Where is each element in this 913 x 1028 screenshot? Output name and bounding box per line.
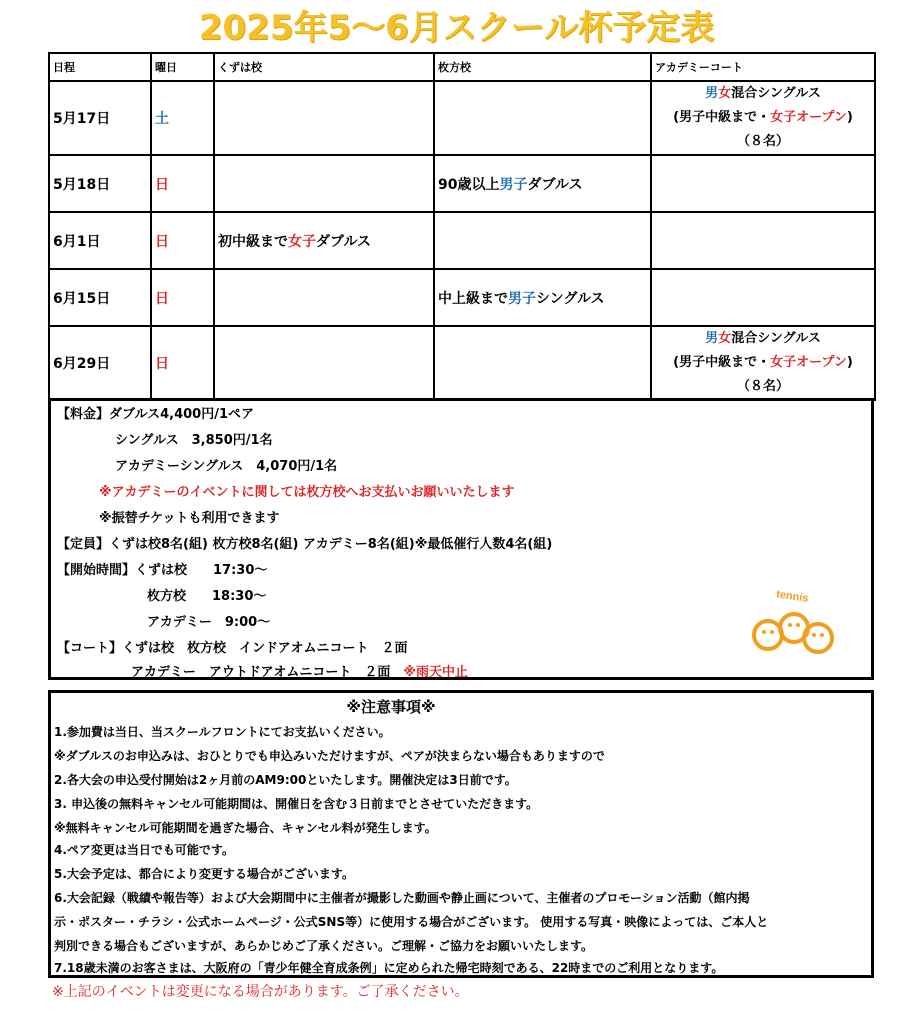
row-kuzuha xyxy=(214,326,434,400)
row-hirakata xyxy=(434,212,651,269)
logo-tennis-text: tennis xyxy=(775,588,810,605)
court-indoor: 【コート】くずは校 枚方校 インドアオムニコート ２面 xyxy=(57,641,408,656)
row-day: 日 xyxy=(151,269,214,326)
event-female: 女 xyxy=(718,86,732,101)
event-cond-a: 90歳以上 xyxy=(438,176,500,193)
header-kuzuha: くずは校 xyxy=(214,53,434,81)
note-line: 5.大会予定は、都合により変更する場合がございます。 xyxy=(54,867,354,881)
fee-singles: シングルス 3,850円/1名 xyxy=(115,433,273,448)
event-cond-b: 女子オープン xyxy=(770,110,847,125)
logo-eye-1 xyxy=(762,630,766,634)
event-cond-a: (男子中級まで・ xyxy=(673,355,771,370)
note-line: 判別できる場合もございますが、あらかじめご了承ください。ご理解・ご協力をお願いいたします。 xyxy=(54,939,594,953)
event-capacity: （８名） xyxy=(736,379,789,394)
row-day: 日 xyxy=(151,326,214,400)
egg-tennis-logo-icon xyxy=(748,585,838,665)
row-academy xyxy=(651,269,875,326)
rain-cancel-note: ※雨天中止 xyxy=(403,665,468,680)
row-day: 日 xyxy=(151,212,214,269)
row-day: 日 xyxy=(151,155,214,212)
row-academy xyxy=(651,212,875,269)
note-line: ※ダブルスのお申込みは、おひとりでも申込みいただけますが、ペアが決まらない場合もありますので xyxy=(54,749,605,763)
row-hirakata xyxy=(434,155,651,212)
row-kuzuha xyxy=(214,155,434,212)
capacity-line: 【定員】くずは校8名(組) 枚方校8名(組) アカデミー8名(組)※最低催行人数4名(組) xyxy=(57,537,553,552)
logo-eye-4 xyxy=(796,623,800,627)
table-row xyxy=(49,81,875,155)
row-kuzuha xyxy=(214,269,434,326)
note-line: 1.参加費は当日、当スクールフロントにてお支払いください。 xyxy=(54,725,391,739)
row-date: 5月18日 xyxy=(49,155,151,212)
event-cond-a: (男子中級まで・ xyxy=(673,110,771,125)
header-academy: アカデミーコート xyxy=(651,53,875,81)
fee-ticket-note: ※振替チケットも利用できます xyxy=(99,511,280,526)
logo-word: egg xyxy=(748,585,750,586)
fee-academy-singles: アカデミーシングルス 4,070円/1名 xyxy=(115,459,338,474)
event-cond-a: 初中級まで xyxy=(218,233,288,250)
event-cond-c: ) xyxy=(846,355,853,370)
event-name: 混合シングルス xyxy=(731,86,821,101)
table-row xyxy=(49,326,875,400)
note-line: 7.18歳未満のお客さまは、大阪府の「青少年健全育成条例」に定められた帰宅時刻である、22時までのご利用となります。 xyxy=(54,961,724,975)
event-male: 男 xyxy=(705,86,719,101)
table-row xyxy=(49,212,875,269)
row-date: 6月1日 xyxy=(49,212,151,269)
fee-doubles: 【料金】ダブルス4,400円/1ペア xyxy=(57,407,255,422)
row-kuzuha xyxy=(214,81,434,155)
row-hirakata xyxy=(434,326,651,400)
start-time-hirakata: 枚方校 18:30～ xyxy=(147,589,267,604)
notes-box xyxy=(48,690,874,978)
event-cond-a: 中上級まで xyxy=(438,290,508,307)
row-date: 6月15日 xyxy=(49,269,151,326)
note-line: 3. 申込後の無料キャンセル可能期間は、開催日を含む３日前までとさせていただきます。 xyxy=(54,797,539,811)
schedule-table xyxy=(48,52,876,401)
logo-eye-6 xyxy=(820,633,824,637)
event-name: 混合シングルス xyxy=(731,331,821,346)
event-capacity: （８名） xyxy=(736,134,789,149)
event-male: 男 xyxy=(705,331,719,346)
court-outdoor-text: アカデミー アウトドアオムニコート ２面 xyxy=(131,665,404,680)
page-title: 2025年5～6月スクール杯予定表 xyxy=(198,8,715,48)
row-academy xyxy=(651,155,875,212)
row-hirakata xyxy=(434,269,651,326)
note-line: ※無料キャンセル可能期間を過ぎた場合、キャンセル料が発生します。 xyxy=(54,821,437,835)
note-line: 示・ポスター・チラシ・公式ホームページ・公式SNS等）に使用する場合がございます。 使用する写真・映像によっては、ご本人と xyxy=(54,915,769,929)
row-kuzuha xyxy=(214,212,434,269)
footer-note: ※上記のイベントは変更になる場合があります。ご了承ください。 xyxy=(52,984,469,1000)
start-time-kuzuha: 【開始時間】くずは校 17:30～ xyxy=(57,563,268,578)
table-row xyxy=(49,155,875,212)
row-hirakata xyxy=(434,81,651,155)
note-line: 4.ペア変更は当日でも可能です。 xyxy=(54,843,234,857)
event-name: シングルス xyxy=(536,290,605,307)
start-time-academy: アカデミー 9:00～ xyxy=(147,615,271,630)
logo-eye-3 xyxy=(788,623,792,627)
event-name: ダブルス xyxy=(316,233,372,250)
fee-academy-note: ※アカデミーのイベントに関しては枚方校へお支払いお願いいたします xyxy=(99,485,515,500)
header-day: 曜日 xyxy=(151,53,214,81)
note-line: 2.各大会の申込受付開始は2ヶ月前のAM9:00といたします。開催決定は3日前です。 xyxy=(54,773,517,787)
event-female: 女 xyxy=(718,331,732,346)
event-gender: 女子 xyxy=(288,233,316,250)
row-date: 6月29日 xyxy=(49,326,151,400)
header-hirakata: 枚方校 xyxy=(434,53,651,81)
row-day: 土 xyxy=(151,81,214,155)
logo-g2-shape xyxy=(804,624,832,652)
logo-eye-2 xyxy=(770,630,774,634)
row-academy xyxy=(651,326,875,400)
event-gender: 男子 xyxy=(499,176,528,193)
court-outdoor xyxy=(131,661,468,680)
event-name: ダブルス xyxy=(527,176,583,193)
header-date: 日程 xyxy=(49,53,151,81)
table-row xyxy=(49,269,875,326)
row-academy xyxy=(651,81,875,155)
event-gender: 男子 xyxy=(508,290,536,307)
notes-heading: ※注意事項※ xyxy=(346,698,436,716)
event-cond-c: ) xyxy=(846,110,853,125)
row-date: 5月17日 xyxy=(49,81,151,155)
event-cond-b: 女子オープン xyxy=(770,355,847,370)
logo-eye-5 xyxy=(812,633,816,637)
logo-e1-shape xyxy=(754,621,782,649)
note-line: 6.大会記録（戦績や報告等）および大会期間中に主催者が撮影した動画や静止画について、主催者のプロモーション活動（館内掲 xyxy=(54,891,750,905)
table-header-row xyxy=(49,53,875,81)
